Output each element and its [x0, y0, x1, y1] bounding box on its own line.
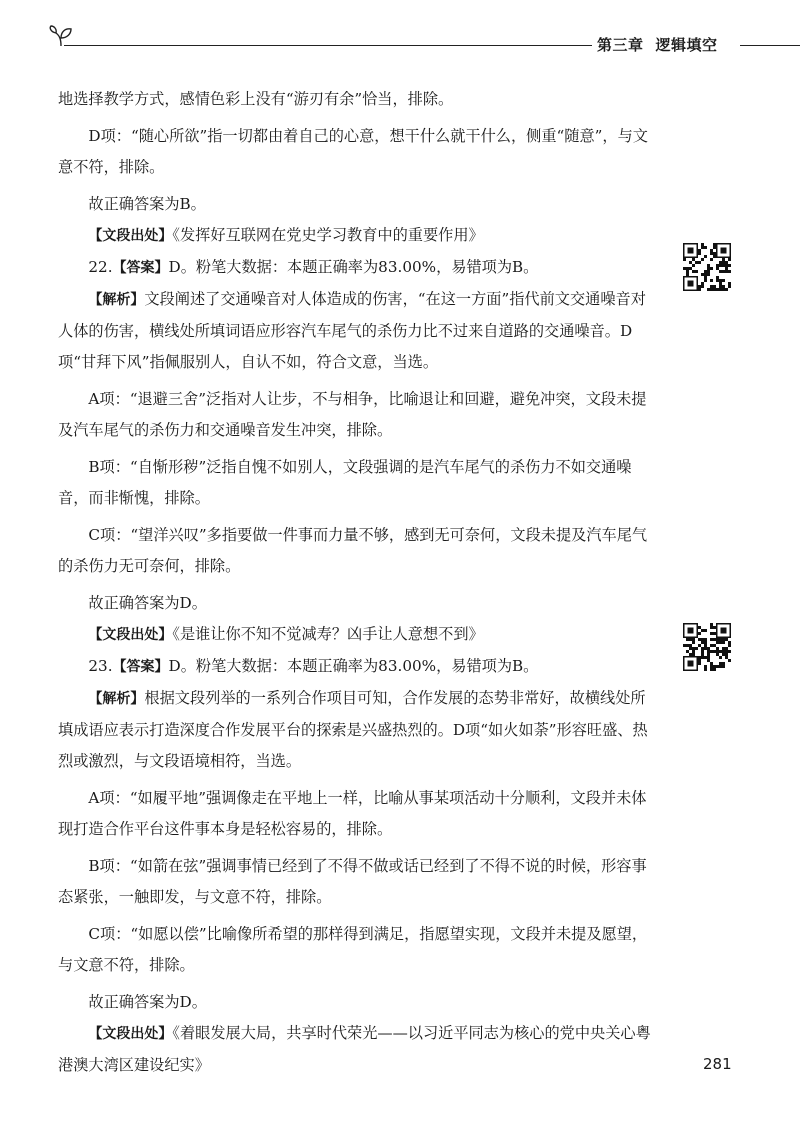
paragraph: C项：“如愿以偿”比喻像所希望的那样得到满足，指愿望实现，文段并未提及愿望，与文意不符，排除。 — [58, 925, 648, 974]
header-rule-right — [740, 45, 800, 46]
analysis-paragraph — [58, 284, 654, 378]
source-text: 《是谁让你不知不觉减寿？凶手让人意想不到》 — [172, 625, 484, 643]
answer-text: D。粉笔大数据：本题正确率为83.00%，易错项为B。 — [168, 258, 539, 276]
paragraph: 故正确答案为B。 — [88, 195, 206, 213]
paragraph: C项：“望洋兴叹”多指要做一件事而力量不够，感到无可奈何，文段未提及汽车尾气的杀伤力无可奈何，排除。 — [58, 526, 648, 575]
question-number: 23. — [88, 657, 113, 675]
chapter-number: 第三章 — [597, 36, 644, 54]
answer-text: D。粉笔大数据：本题正确率为83.00%，易错项为B。 — [168, 657, 539, 675]
header-rule-left — [64, 45, 592, 46]
paragraph: A项：“退避三舍”泛指对人让步，不与相争，比喻退让和回避，避免冲突，文段未提及汽车尾气的杀伤力和交通噪音发生冲突，排除。 — [58, 390, 647, 439]
paragraph: 地选择教学方式，感情色彩上没有“游刃有余”恰当，排除。 — [58, 90, 454, 108]
answer-line — [58, 252, 654, 284]
paragraph: 故正确答案为D。 — [88, 993, 207, 1011]
source-label: 【文段出处】 — [88, 1026, 173, 1042]
page-number: 281 — [703, 1055, 732, 1073]
answer-label: 【答案】 — [112, 260, 169, 276]
paragraph: B项：“自惭形秽”泛指自愧不如别人，文段强调的是汽车尾气的杀伤力不如交通噪音，而非惭愧，排除。 — [58, 458, 632, 507]
source-text: 《发挥好互联网在党史学习教育中的重要作用》 — [172, 226, 484, 244]
source-label: 【文段出处】 — [88, 228, 173, 244]
page-body — [58, 84, 654, 1081]
source-note — [58, 619, 654, 651]
source-note — [58, 220, 654, 252]
analysis-label: 【解析】 — [88, 691, 145, 707]
source-note — [58, 1018, 654, 1081]
source-text: 《着眼发展大局，共享时代荣光——以习近平同志为核心的党中央关心粤港澳大湾区建设纪实》 — [58, 1024, 651, 1074]
analysis-label: 【解析】 — [88, 292, 145, 308]
analysis-paragraph — [58, 683, 654, 777]
chapter-section: 逻辑填空 — [655, 36, 718, 54]
page-header — [0, 0, 800, 70]
question-number: 22. — [88, 258, 113, 276]
chapter-title — [597, 34, 718, 55]
paragraph: D项：“随心所欲”指一切都由着自己的心意，想干什么就干什么，侧重“随意”，与文意不符，排除。 — [58, 127, 648, 176]
qr-code-icon[interactable] — [683, 243, 731, 291]
paragraph: 故正确答案为D。 — [88, 594, 207, 612]
analysis-text: 根据文段列举的一系列合作项目可知，合作发展的态势非常好，故横线处所填成语应表示打造深度合作发展平台的探索是兴盛热烈的。D项“如火如荼”形容旺盛、热烈或激烈，与文段语境相符，当选。 — [58, 689, 648, 770]
analysis-text: 文段阐述了交通噪音对人体造成的伤害，“在这一方面”指代前文交通噪音对人体的伤害，横线处所填词语应形容汽车尾气的杀伤力比不过来自道路的交通噪音。D项“甘拜下风”指佩服别人，自认不如，符合文意，当选。 — [58, 290, 646, 371]
paragraph: B项：“如箭在弦”强调事情已经到了不得不做或话已经到了不得不说的时候，形容事态紧张，一触即发，与文意不符，排除。 — [58, 857, 647, 906]
answer-label: 【答案】 — [112, 659, 169, 675]
source-label: 【文段出处】 — [88, 627, 173, 643]
qr-code-icon[interactable] — [683, 623, 731, 671]
answer-line — [58, 651, 654, 683]
paragraph: A项：“如履平地”强调像走在平地上一样，比喻从事某项活动十分顺利，文段并未体现打造合作平台这件事本身是轻松容易的，排除。 — [58, 789, 647, 838]
